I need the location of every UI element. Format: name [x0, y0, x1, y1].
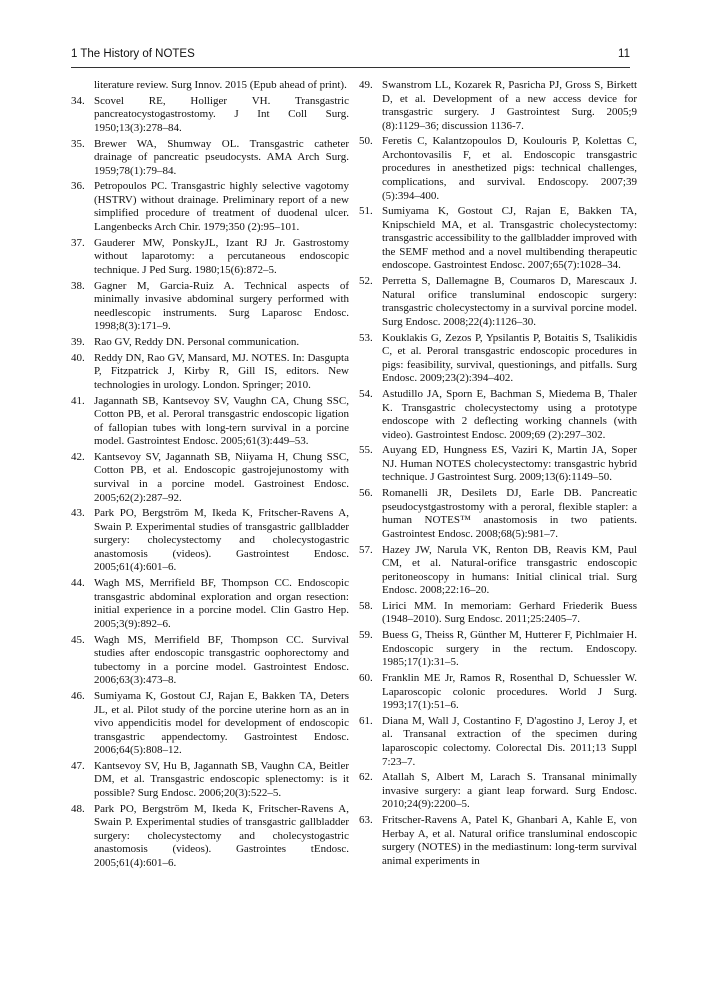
reference-text: Wagh MS, Merrifield BF, Thompson CC. Survival studies after endoscopic transgastric oophorectomy and tubectomy in a porcine model. Gastrointest Endosc. 2006;63(3):473–8. — [94, 633, 349, 687]
reference-text: Kantsevoy SV, Hu B, Jagannath SB, Vaughn CA, Beitler DM, et al. Transgastric endoscopic splenectomy: is it possible? Surg Endosc. 2006;20(3):522–5. — [94, 759, 349, 799]
reference-number: 60. — [359, 672, 373, 685]
reference-entry — [71, 451, 349, 505]
reference-entry — [359, 205, 637, 273]
reference-number: 52. — [359, 275, 373, 288]
reference-number: 61. — [359, 714, 373, 727]
reference-number: 63. — [359, 814, 373, 827]
reference-text: Astudillo JA, Sporn E, Bachman S, Miedema B, Thaler K. Transgastric cholecystectomy using a prototype endoscope with 2 deflecting working channels (with video). Gastrointest Endosc. 2009;69 (2):297–302. — [382, 387, 637, 441]
reference-number: 41. — [71, 394, 85, 407]
reference-entry — [359, 79, 637, 133]
reference-number: 53. — [359, 331, 373, 344]
reference-entry — [359, 388, 637, 442]
reference-text: Brewer WA, Shumway OL. Transgastric catheter drainage of pancreatic pseudocysts. AMA Arch Surg. 1959;78(1):79–84. — [94, 137, 349, 177]
reference-number: 42. — [71, 450, 85, 463]
reference-number: 38. — [71, 279, 85, 292]
reference-entry — [71, 395, 349, 449]
reference-entry — [71, 760, 349, 801]
reference-entry — [359, 672, 637, 713]
reference-text: Park PO, Bergström M, Ikeda K, Fritscher-Ravens A, Swain P. Experimental studies of transgastric gallbladder surgery: cholecystectomy and cholecystogastric anastomosis (videos). Gastrointest Endosc. 2005;61(4):601–6. — [94, 507, 349, 574]
reference-entry — [359, 275, 637, 329]
reference-number: 55. — [359, 444, 373, 457]
reference-text: Scovel RE, Holliger VH. Transgastric pancreatocystogastrostomy. J Int Coll Surg. 1950;13(3):278–84. — [94, 94, 349, 134]
reference-text: Buess G, Theiss R, Günther M, Hutterer F, Pichlmaier H. Endoscopic surgery in the rectum. Endoscopy. 1985;17(1):31–5. — [382, 629, 637, 669]
reference-entry — [359, 629, 637, 670]
reference-number: 57. — [359, 543, 373, 556]
reference-entry — [71, 577, 349, 631]
reference-entry — [359, 135, 637, 203]
reference-number: 56. — [359, 487, 373, 500]
reference-text: Jagannath SB, Kantsevoy SV, Vaughn CA, Chung SSC, Cotton PB, et al. Peroral transgastric endoscopic ligation of fallopian tubes with long-tern survival in a porcine model. Gastrointest Endosc. 2005;61(3):449–53. — [94, 394, 349, 448]
reference-number: 58. — [359, 599, 373, 612]
reference-column-right — [359, 79, 637, 870]
reference-column-left — [71, 79, 349, 873]
reference-text: Fritscher-Ravens A, Patel K, Ghanbari A, Kahle E, von Herbay A, et al. Natural orifice transluminal endoscopic surgery (NOTES) in the mediastinum: long-term survival animal experiments in — [382, 814, 637, 867]
reference-entry — [71, 138, 349, 179]
reference-entry — [71, 507, 349, 575]
reference-text: Perretta S, Dallemagne B, Coumaros D, Marescaux J. Natural orifice transluminal endoscopic surgery: transgastric cholecystectomy in a survival porcine model. Surg Endosc. 2008;22(4):1126–30. — [382, 275, 637, 328]
reference-text: Park PO, Bergström M, Ikeda K, Fritscher-Ravens A, Swain P. Experimental studies of transgastric gallbladder surgery: cholecystectomy and cholecystogastric anastomosis (videos). Gastrointes tEndosc. 2005;61(4):601–6. — [94, 802, 349, 869]
reference-number: 59. — [359, 629, 373, 642]
reference-entry — [71, 180, 349, 234]
reference-number: 49. — [359, 79, 373, 91]
reference-entry — [71, 95, 349, 136]
reference-entry — [359, 487, 637, 541]
reference-entry — [71, 803, 349, 871]
reference-number: 35. — [71, 137, 85, 150]
reference-number: 37. — [71, 236, 85, 249]
reference-entry — [71, 352, 349, 393]
reference-text: Swanstrom LL, Kozarek R, Pasricha PJ, Gross S, Birkett D, et al. Development of a new access device for transgastric surgery. J Gastrointest Surg. 2005;9 (8):1129–36; discussion 1136-7. — [382, 79, 637, 132]
reference-text: Feretis C, Kalantzopoulos D, Koulouris P, Kolettas C, Archontovasilis F, et al. Endoscopic transgastric procedures in anesthetized pigs: technical challenges, complications, and survival. Endoscopy. 2007;39 (5):394–400. — [382, 135, 637, 202]
reference-text: literature review. Surg Innov. 2015 (Epub ahead of print). — [94, 79, 347, 91]
reference-entry — [71, 280, 349, 334]
reference-text: Kouklakis G, Zezos P, Ypsilantis P, Botaitis S, Tsalikidis C, et al. Peroral transgastric endoscopic procedures in pigs: feasibility, survival, questionings, and pitfalls. Surg Endosc. 2009;23(2):394–402. — [382, 331, 637, 385]
reference-number: 43. — [71, 507, 85, 520]
reference-number: 40. — [71, 351, 85, 364]
reference-number: 62. — [359, 771, 373, 784]
reference-text: Franklin ME Jr, Ramos R, Rosenthal D, Schuessler W. Laparoscopic colonic procedures. World J Surg. 1993;17(1):51–6. — [382, 672, 637, 712]
reference-entry — [359, 771, 637, 812]
reference-number: 39. — [71, 335, 85, 348]
reference-text: Petropoulos PC. Transgastric highly selective vagotomy (HSTRV) without drainage. Preliminary report of a new simplified procedure of treatment of duodenal ulcer. Langenbecks Arch Chir. 1979;350 (2):95–101. — [94, 180, 349, 234]
reference-number: 51. — [359, 205, 373, 218]
running-title: 1 The History of NOTES — [71, 48, 195, 60]
page-number: 11 — [618, 48, 630, 60]
reference-entry — [71, 336, 349, 350]
reference-entry — [359, 600, 637, 627]
reference-text: Gagner M, Garcia-Ruiz A. Technical aspects of minimally invasive abdominal surgery performed with needlescopic instruments. Surg Laparosc Endosc. 1998;8(3):171–9. — [94, 279, 349, 333]
reference-text: Hazey JW, Narula VK, Renton DB, Reavis KM, Paul CM, et al. Natural-orifice transgastric endoscopic peritoneoscopy in humans: Initial clinical trial. Surg Endosc. 2008;22:16–20. — [382, 543, 637, 597]
reference-number: 54. — [359, 387, 373, 400]
reference-number: 50. — [359, 135, 373, 148]
header-rule — [71, 67, 630, 68]
reference-number: 34. — [71, 94, 85, 107]
reference-text: Sumiyama K, Gostout CJ, Rajan E, Bakken TA, Knipschield MA, et al. Transgastric cholecystectomy: transgastric accessibility to the gallbladder improved with the SEMF method and a novel multibending therapeutic endoscope. Gastrointest Endosc. 2007;65(7):1028–34. — [382, 205, 637, 272]
reference-entry — [71, 690, 349, 758]
reference-number: 44. — [71, 577, 85, 590]
reference-text: Kantsevoy SV, Jagannath SB, Niiyama H, Chung SSC, Cotton PB, et al. Endoscopic gastrojejunostomy with survival in a porcine model. Gastroinest Endosc. 2005;62(2):287–92. — [94, 450, 349, 504]
reference-entry — [71, 79, 349, 93]
reference-number: 36. — [71, 180, 85, 193]
reference-text: Romanelli JR, Desilets DJ, Earle DB. Pancreatic pseudocystgastrostomy with a peroral, flexible stapler: a human NOTES™ anastomosis in two patients. Gastrointest Endosc. 2008;68(5):981–7. — [382, 487, 637, 540]
reference-entry — [359, 444, 637, 485]
running-header — [71, 48, 630, 66]
reference-text: Reddy DN, Rao GV, Mansard, MJ. NOTES. In: Dasgupta P, Fitzpatrick J, Kirby R, Gill IS, editors. New technologies in urology. London. Springer; 2010. — [94, 351, 349, 391]
reference-text: Gauderer MW, PonskyJL, Izant RJ Jr. Gastrostomy without laparotomy: a percutaneous endoscopic technique. J Ped Surg. 1980;15(6):872–5. — [94, 236, 349, 276]
reference-entry — [359, 544, 637, 598]
reference-text: Diana M, Wall J, Costantino F, D'agostino J, Leroy J, et al. Transanal extraction of the specimen during laparoscopic colectomy. Colorectal Dis. 2011;13 Suppl 7:23–7. — [382, 714, 637, 768]
reference-number: 45. — [71, 633, 85, 646]
reference-entry — [359, 715, 637, 769]
reference-text: Atallah S, Albert M, Larach S. Transanal minimally invasive surgery: a giant leap forward. Surg Endosc. 2010;24(9):2200–5. — [382, 771, 637, 811]
reference-text: Rao GV, Reddy DN. Personal communication. — [94, 335, 300, 348]
reference-entry — [71, 634, 349, 688]
reference-number: 46. — [71, 689, 85, 702]
reference-number: 48. — [71, 802, 85, 815]
reference-number: 47. — [71, 759, 85, 772]
reference-text: Auyang ED, Hungness ES, Vaziri K, Martin JA, Soper NJ. Human NOTES cholecystectomy: transgastric hybrid technique. J Gastrointest Surg. 2009;13(6):1149–50. — [382, 444, 637, 484]
reference-text: Sumiyama K, Gostout CJ, Rajan E, Bakken TA, Deters JL, et al. Pilot study of the porcine uterine horn as an in vivo appendicitis model for development of endoscopic transgastric appendectomy. Gastrointest Endosc. 2006;64(5):808–12. — [94, 689, 349, 757]
reference-entry — [71, 237, 349, 278]
reference-entry — [359, 814, 637, 868]
reference-entry — [359, 332, 637, 386]
reference-text: Wagh MS, Merrifield BF, Thompson CC. Endoscopic transgastric abdominal exploration and organ resection: initial experience in a porcine model. Clin Gastro Hep. 2005;3(9):892–6. — [94, 577, 349, 630]
reference-text: Lirici MM. In memoriam: Gerhard Friederik Buess (1948–2010). Surg Endosc. 2011;25:2405–7. — [382, 599, 637, 626]
